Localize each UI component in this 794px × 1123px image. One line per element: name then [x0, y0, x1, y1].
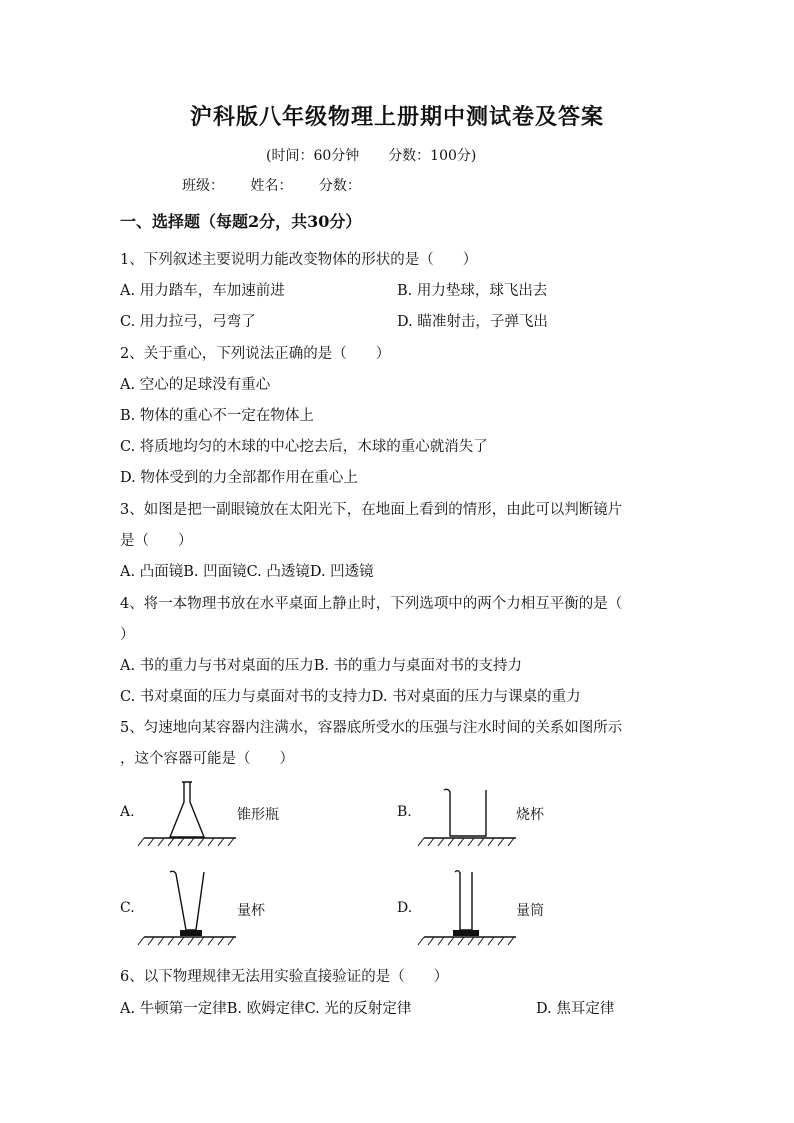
student-info: [182, 175, 383, 195]
section-heading: 一、选择题（每题2分，共30分）: [120, 212, 362, 231]
question-2-option-b: B. 物体的重心不一定在物体上: [120, 408, 314, 424]
question-5-stem-line2: ，这个容器可能是（ ）: [120, 751, 294, 767]
figure-c-letter: C.: [120, 900, 135, 916]
question-3-stem-line1: 3、如图是把一副眼镜放在太阳光下，在地面上看到的情形，由此可以判断镜片: [120, 502, 623, 518]
question-3-stem-line2: 是（ ）: [120, 533, 193, 549]
question-2-stem: 2、关于重心，下列说法正确的是（ ）: [120, 346, 391, 362]
question-1-option-c: C. 用力拉弓，弓弯了: [120, 314, 256, 330]
exam-time: (时间：60分钟: [266, 148, 360, 164]
exam-meta: [266, 145, 476, 165]
question-1-option-d: D. 瞄准射击，子弹飞出: [397, 314, 548, 330]
page-title: 沪科版八年级物理上册期中测试卷及答案: [189, 104, 604, 130]
question-4-stem-line1: 4、将一本物理书放在水平桌面上静止时，下列选项中的两个力相互平衡的是（: [120, 596, 623, 612]
question-3-options: A. 凸面镜B. 凹面镜C. 凸透镜D. 凹透镜: [120, 564, 374, 580]
question-2-option-a: A. 空心的足球没有重心: [120, 377, 271, 393]
figure-a-letter: A.: [120, 804, 135, 820]
question-2-option-d: D. 物体受到的力全部都作用在重心上: [120, 470, 358, 486]
question-4-options-cd: C. 书对桌面的压力与桌面对书的支持力D. 书对桌面的压力与课桌的重力: [120, 689, 581, 705]
figure-c-name: 量杯: [237, 903, 265, 919]
score-label: 分数：: [318, 178, 361, 194]
question-5-stem-line1: 5、匀速地向某容器内注满水，容器底所受水的压强与注水时间的关系如图所示: [120, 720, 623, 736]
figure-d-letter: D.: [397, 900, 413, 916]
figure-b-name: 烧杯: [516, 807, 544, 823]
question-1-option-a: A. 用力踏车，车加速前进: [120, 283, 285, 299]
name-label: 姓名：: [250, 178, 293, 194]
exam-total-score: 分数：100分): [388, 148, 477, 164]
figure-d-name: 量筒: [516, 903, 544, 919]
figure-a-name: 锥形瓶: [237, 807, 279, 823]
question-1-stem: 1、下列叙述主要说明力能改变物体的形状的是（ ）: [120, 252, 478, 268]
question-1-option-b: B. 用力垫球，球飞出去: [397, 283, 548, 299]
figure-b-letter: B.: [397, 804, 412, 820]
question-6-options-abc: A. 牛顿第一定律B. 欧姆定律C. 光的反射定律: [120, 1001, 412, 1017]
class-label: 班级：: [182, 178, 224, 194]
question-4-options-ab: A. 书的重力与书对桌面的压力B. 书的重力与桌面对书的支持力: [120, 658, 523, 674]
question-4-stem-line2: ）: [120, 627, 135, 643]
question-2-option-c: C. 将质地均匀的木球的中心挖去后，木球的重心就消失了: [120, 439, 488, 455]
question-6-option-d: D. 焦耳定律: [536, 1001, 615, 1017]
question-6-stem: 6、以下物理规律无法用实验直接验证的是（ ）: [120, 969, 449, 985]
